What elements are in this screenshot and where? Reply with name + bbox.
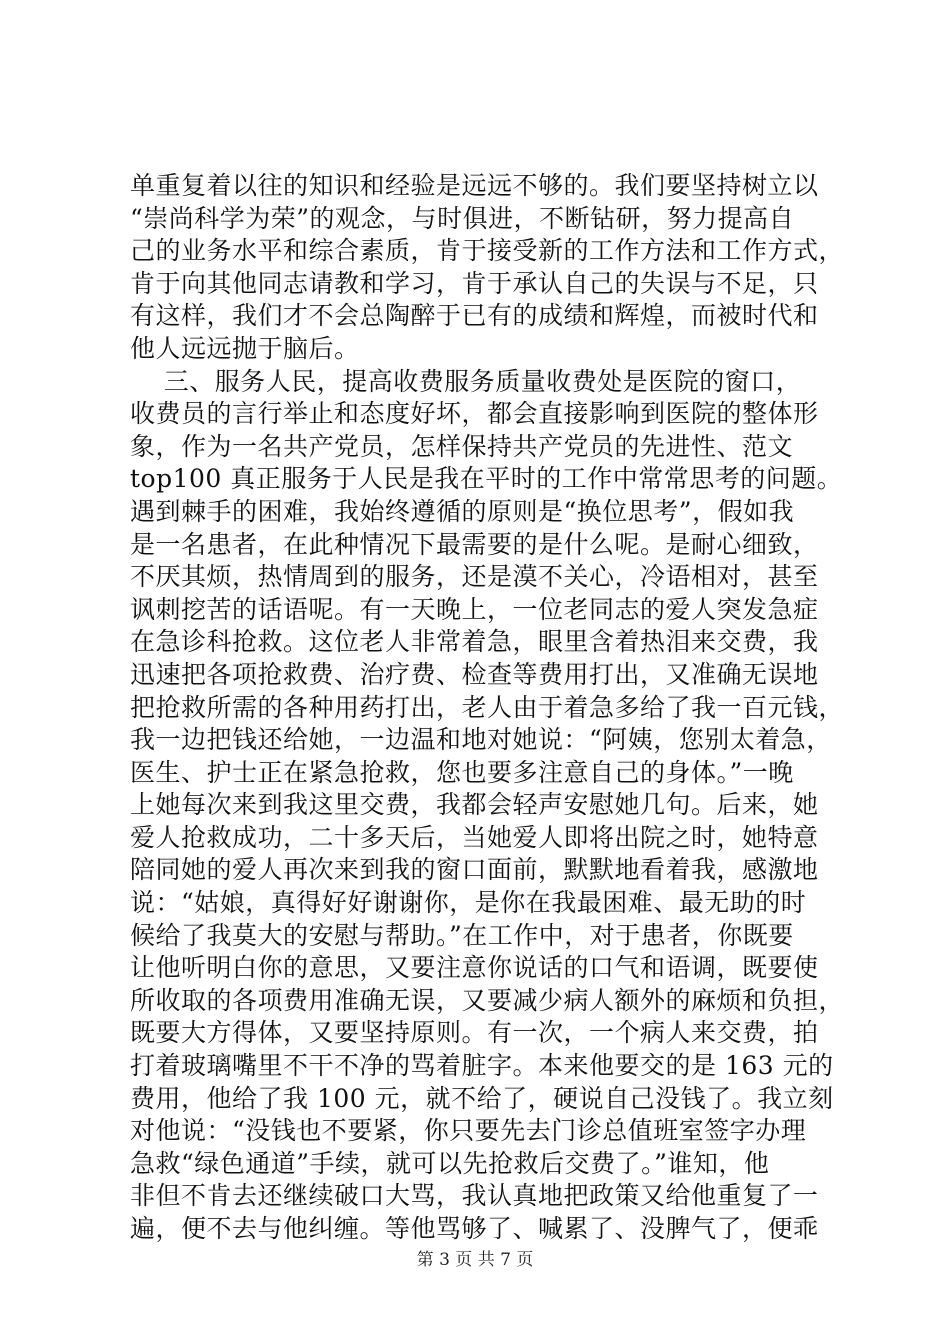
text-line: 费用，他给了我 100 元，就不给了，硬说自己没钱了。我立刻	[130, 1083, 834, 1113]
text-line: 遇到棘手的困难，我始终遵循的原则是“换位思考”，假如我	[130, 496, 795, 526]
page-footer: 第 3 页 共 7 页	[416, 1250, 534, 1270]
text-line: 让他听明白你的意思，又要注意你说话的口气和语调，既要使	[130, 953, 819, 983]
text-line: 急救“绿色通道”手续，就可以先抢救后交费了。”谁知，他	[130, 1148, 770, 1178]
text-line: 象，作为一名共产党员，怎样保持共产党员的先进性、范文	[130, 431, 794, 461]
text-line: top100 真正服务于人民是我在平时的工作中常常思考的问题。	[130, 464, 843, 494]
text-line: 所收取的各项费用准确无误，又要减少病人额外的麻烦和负担，	[130, 985, 845, 1015]
body-text	[130, 170, 845, 1246]
text-line: 收费员的言行举止和态度好坏，都会直接影响到医院的整体形	[130, 399, 819, 429]
text-line: 有这样，我们才不会总陶醉于已有的成绩和辉煌，而被时代和	[130, 301, 819, 331]
text-line: 爱人抢救成功，二十多天后，当她爱人即将出院之时，她特意	[130, 822, 819, 852]
text-line: 遍，便不去与他纠缠。等他骂够了、喊累了、没脾气了，便乖	[130, 1214, 819, 1243]
text-line: 他人远远抛于脑后。	[130, 333, 360, 363]
text-line: 陪同她的爱人再次来到我的窗口面前，默默地看着我，感激地	[130, 855, 819, 885]
text-line: 对他说：“没钱也不要紧，你只要先去门诊总值班室签字办理	[130, 1116, 807, 1146]
text-line: 三、服务人民，提高收费服务质量收费处是医院的窗口，	[130, 366, 802, 396]
text-line: “崇尚科学为荣”的观念，与时俱进，不断钻研，努力提高自	[130, 203, 795, 233]
text-line: 迅速把各项抢救费、治疗费、检查等费用打出，又准确无误地	[130, 659, 819, 689]
text-line: 说：“姑娘，真得好好谢谢你，是你在我最困难、最无助的时	[130, 888, 807, 918]
text-line: 医生、护士正在紧急抢救，您也要多注意自己的身体。”一晚	[130, 757, 794, 787]
text-line: 候给了我莫大的安慰与帮助。”在工作中，对于患者，你既要	[130, 920, 794, 950]
text-line: 单重复着以往的知识和经验是远远不够的。我们要坚持树立以	[130, 171, 819, 200]
text-line: 在急诊科抢救。这位老人非常着急，眼里含着热泪来交费，我	[130, 627, 819, 657]
text-line: 既要大方得体，又要坚持原则。有一次，一个病人来交费，拍	[130, 1018, 819, 1048]
text-line: 打着玻璃嘴里不干不净的骂着脏字。本来他要交的是 163 元的	[130, 1051, 834, 1081]
text-line: 肯于向其他同志请教和学习，肯于承认自己的失误与不足，只	[130, 268, 819, 298]
text-line: 是一名患者，在此种情况下最需要的是什么呢。是耐心细致，	[130, 529, 819, 559]
text-line: 讽刺挖苦的话语呢。有一天晚上，一位老同志的爱人突发急症	[130, 594, 819, 624]
text-line: 不厌其烦，热情周到的服务，还是漠不关心，冷语相对，甚至	[130, 562, 819, 592]
text-line: 非但不肯去还继续破口大骂，我认真地把政策又给他重复了一	[130, 1181, 819, 1211]
text-line: 我一边把钱还给她，一边温和地对她说：“阿姨，您别太着急，	[130, 725, 832, 755]
text-line: 把抢救所需的各种用药打出，老人由于着急多给了我一百元钱，	[130, 692, 845, 722]
text-line: 己的业务水平和综合素质，肯于接受新的工作方法和工作方式，	[130, 236, 845, 266]
text-line: 上她每次来到我这里交费，我都会轻声安慰她几句。后来，她	[130, 790, 819, 820]
